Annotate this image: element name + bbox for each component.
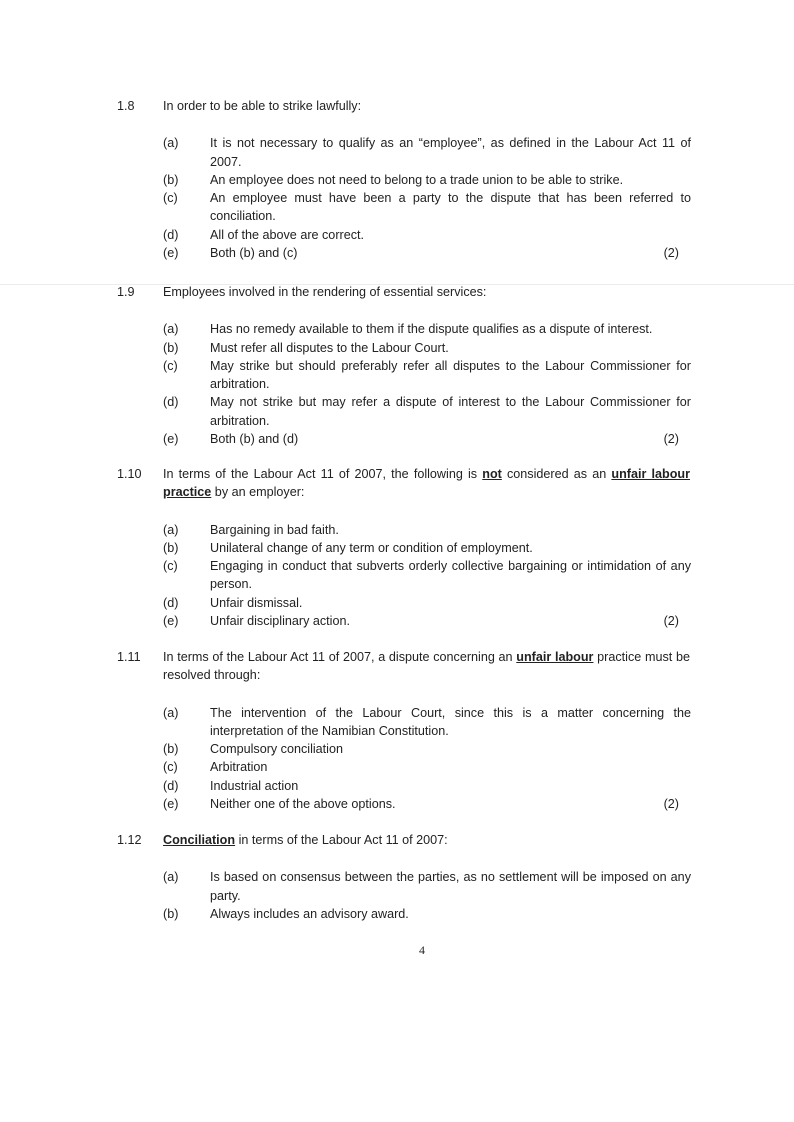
option-text: Engaging in conduct that subverts orderly collective bargaining or intimidation of any person. — [210, 559, 691, 592]
option-text: Is based on consensus between the parties, as no settlement will be imposed on any party. — [210, 870, 691, 903]
option-label: (a) — [163, 136, 179, 151]
question-stem — [163, 831, 690, 849]
option-label: (b) — [163, 340, 179, 355]
option-label: (a) — [163, 705, 179, 720]
options-list — [0, 521, 794, 631]
stem-text: by an employer: — [211, 485, 305, 500]
option-d — [163, 393, 691, 430]
option-e — [163, 612, 691, 630]
question-1-11 — [0, 648, 794, 813]
option-label: (d) — [163, 227, 179, 242]
option-a — [163, 134, 691, 171]
option-text: Unfair dismissal. — [210, 595, 303, 610]
option-label: (e) — [163, 432, 179, 447]
options-list — [0, 868, 794, 923]
option-b — [163, 905, 691, 923]
option-c — [163, 357, 691, 394]
option-label: (a) — [163, 522, 179, 537]
question-stem — [163, 97, 690, 115]
question-number: 1.12 — [117, 833, 142, 847]
question-1-9 — [0, 283, 794, 448]
option-text: Has no remedy available to them if the dispute qualifies as a dispute of interest. — [210, 322, 653, 337]
option-c — [163, 758, 691, 776]
question-stem — [163, 283, 690, 301]
option-text: Industrial action — [210, 778, 299, 793]
marks: (2) — [663, 797, 679, 812]
emphasized-text: unfair labour — [516, 650, 594, 664]
option-text: Always includes an advisory award. — [210, 906, 409, 921]
option-label: (c) — [163, 191, 178, 206]
stem-text: In order to be able to strike lawfully: — [163, 99, 362, 113]
option-e — [163, 244, 691, 262]
option-text: An employee does not need to belong to a trade union to be able to strike. — [210, 172, 624, 187]
stem-text: In terms of the Labour Act 11 of 2007, the following is — [163, 467, 483, 481]
option-e — [163, 795, 691, 813]
option-text: May strike but should preferably refer all disputes to the Labour Commissioner for arbitration. — [210, 358, 691, 392]
option-label: (b) — [163, 540, 179, 555]
options-list — [0, 134, 794, 262]
option-label: (a) — [163, 870, 179, 885]
option-label: (c) — [163, 559, 178, 574]
option-a — [163, 868, 691, 905]
option-text: Arbitration — [210, 760, 268, 775]
option-e — [163, 430, 691, 448]
emphasized-text: unfair labour practice — [163, 467, 690, 500]
option-text: Must refer all disputes to the Labour Court. — [210, 340, 449, 355]
options-list — [0, 320, 794, 448]
option-text: Both (b) and (d) — [210, 432, 299, 447]
option-label: (d) — [163, 778, 179, 793]
option-text: Compulsory conciliation — [210, 742, 343, 757]
stem-text: considered as an — [501, 467, 612, 481]
option-label: (e) — [163, 246, 179, 261]
question-stem — [163, 648, 690, 685]
option-label: (c) — [163, 760, 178, 775]
option-a — [163, 521, 691, 539]
option-a — [163, 320, 691, 338]
option-label: (a) — [163, 322, 179, 337]
option-c — [163, 557, 691, 594]
emphasized-text: Conciliation — [163, 833, 236, 847]
option-text: Both (b) and (c) — [210, 246, 298, 261]
option-label: (e) — [163, 797, 179, 812]
option-text: The intervention of the Labour Court, since this is a matter concerning the interpretation of the Namibian Constitution. — [210, 705, 691, 738]
option-text: Unfair disciplinary action. — [210, 614, 350, 629]
option-text: May not strike but may refer a dispute of interest to the Labour Commissioner for arbitration. — [210, 395, 691, 428]
option-text: All of the above are correct. — [210, 227, 365, 242]
option-text: Neither one of the above options. — [210, 797, 396, 812]
option-text: Bargaining in bad faith. — [210, 522, 339, 537]
option-d — [163, 777, 691, 795]
marks: (2) — [663, 246, 679, 261]
question-number: 1.11 — [117, 650, 141, 664]
option-label: (c) — [163, 358, 178, 373]
option-label: (d) — [163, 595, 179, 610]
option-label: (b) — [163, 742, 179, 757]
option-c — [163, 189, 691, 226]
option-d — [163, 594, 691, 612]
option-text: Unilateral change of any term or condition of employment. — [210, 540, 533, 555]
question-stem — [163, 465, 690, 502]
option-label: (d) — [163, 395, 179, 410]
stem-text: in terms of the Labour Act 11 of 2007: — [235, 833, 448, 847]
option-text: It is not necessary to qualify as an “employee”, as defined in the Labour Act 11 of 2007. — [210, 136, 691, 169]
marks: (2) — [663, 614, 679, 629]
emphasized-text: not — [482, 467, 502, 481]
question-1-10 — [0, 465, 794, 630]
options-list — [0, 704, 794, 814]
option-b — [163, 171, 691, 189]
question-number: 1.10 — [117, 467, 142, 481]
option-label: (b) — [163, 172, 179, 187]
option-b — [163, 539, 691, 557]
question-1-8 — [0, 97, 794, 262]
question-number: 1.9 — [117, 285, 135, 299]
option-a — [163, 704, 691, 741]
page-number: 4 — [419, 943, 425, 957]
stem-text: Employees involved in the rendering of essential services: — [163, 285, 487, 299]
question-number: 1.8 — [117, 99, 135, 113]
stem-text: In terms of the Labour Act 11 of 2007, a dispute concerning an — [163, 650, 517, 664]
marks: (2) — [663, 432, 679, 447]
option-label: (b) — [163, 906, 179, 921]
stem-text: practice must be resolved through: — [163, 650, 690, 683]
option-d — [163, 226, 691, 244]
option-label: (e) — [163, 614, 179, 629]
option-b — [163, 740, 691, 758]
question-1-12 — [0, 831, 794, 923]
option-text: An employee must have been a party to the dispute that has been referred to conciliation. — [210, 191, 691, 224]
option-b — [163, 339, 691, 357]
